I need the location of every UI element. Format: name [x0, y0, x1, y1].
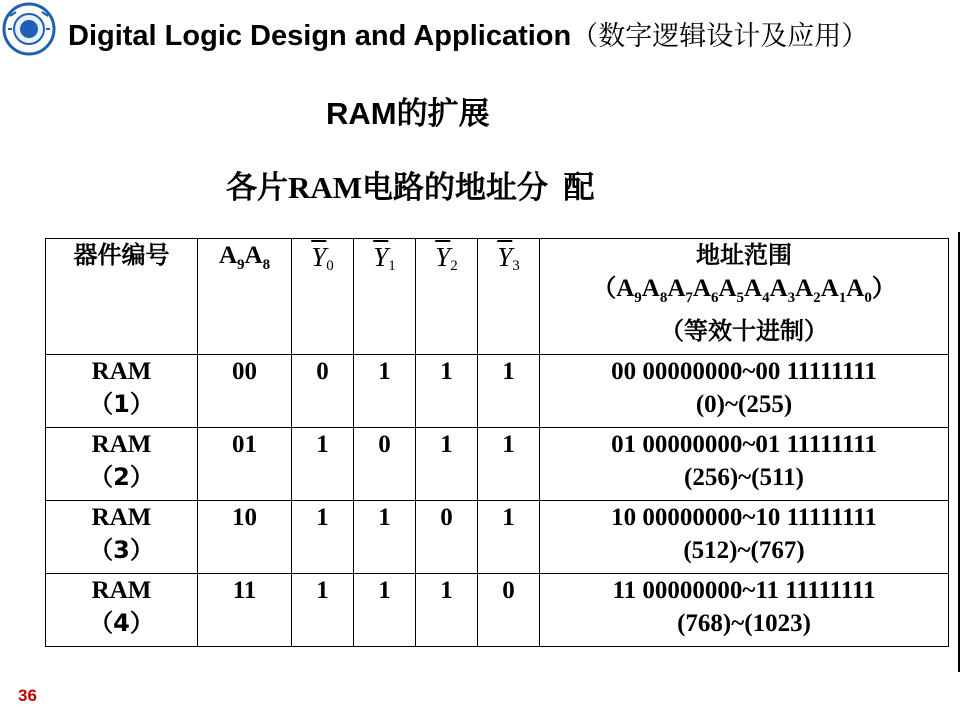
header-y3-bar: $\overline{Y}_3$ — [478, 239, 540, 355]
cell-device: RAM （3） — [46, 501, 198, 574]
page-number: 36 — [18, 686, 37, 705]
address-bit-index: 4 — [762, 290, 770, 306]
slide-title: RAM的扩展 — [326, 96, 490, 131]
cell-y2: 1 — [416, 355, 478, 428]
slide-subtitle: 各片RAM电路的地址分 配 — [226, 170, 595, 205]
cell-y1: 0 — [354, 428, 416, 501]
cell-address-range: 11 00000000~11 11111111 (768)~(1023) — [540, 574, 949, 647]
course-title-chinese: （数字逻辑设计及应用） — [571, 21, 869, 51]
table-header-row — [46, 239, 949, 355]
address-bit-index: 9 — [634, 290, 642, 306]
address-bit-letter: A — [795, 275, 814, 302]
address-bit-letter: A — [641, 275, 660, 302]
cell-y3: 0 — [478, 574, 540, 647]
cell-y2: 1 — [416, 574, 478, 647]
address-allocation-table — [45, 238, 949, 647]
header-y1-bar: $\overline{Y}_1$ — [354, 239, 416, 355]
address-bit-letter: A — [744, 275, 763, 302]
table-row — [46, 501, 949, 574]
address-bit-index: 5 — [736, 290, 744, 306]
cell-y3: 1 — [478, 501, 540, 574]
table-row — [46, 355, 949, 428]
address-bit-letter: A — [769, 275, 788, 302]
cell-a9a8: 01 — [198, 428, 292, 501]
address-bit-index: 2 — [813, 290, 821, 306]
header-y0-bar: $\overline{Y}_0$ — [292, 239, 354, 355]
address-bit-letter: A — [667, 275, 686, 302]
header-address-range — [540, 239, 949, 355]
address-bit-index: 6 — [710, 290, 719, 306]
header-y2-bar: $\overline{Y}_2$ — [416, 239, 478, 355]
cell-address-range: 00 00000000~00 11111111 (0)~(255) — [540, 355, 949, 428]
university-logo — [2, 2, 56, 56]
cell-y0: 1 — [292, 501, 354, 574]
header-range-title: 地址范围 — [696, 241, 792, 269]
address-bit-index: 1 — [838, 290, 847, 306]
cell-y2: 0 — [416, 501, 478, 574]
cell-device: RAM （1） — [46, 355, 198, 428]
cell-a9a8: 10 — [198, 501, 292, 574]
cell-device: RAM （4） — [46, 574, 198, 647]
cell-a9a8: 00 — [198, 355, 292, 428]
cell-y1: 1 — [354, 574, 416, 647]
cell-device: RAM （2） — [46, 428, 198, 501]
cell-y3: 1 — [478, 428, 540, 501]
header-range-bits: $(A_9A_8A_7A_6A_5A_4A_3A_2A_1A_0)$ — [592, 274, 896, 306]
address-bit-letter: A — [616, 275, 635, 302]
table-row — [46, 428, 949, 501]
header-device: 器件编号 — [46, 239, 198, 355]
address-bit-letter: A — [820, 275, 839, 302]
address-bit-list — [616, 275, 872, 306]
address-bit-letter: A — [846, 275, 865, 302]
address-bit-index: 3 — [787, 290, 796, 306]
cell-a9a8: 11 — [198, 574, 292, 647]
header-range-decimal: （等效十进制） — [660, 317, 828, 345]
cell-y2: 1 — [416, 428, 478, 501]
address-bit-index: 7 — [685, 290, 693, 306]
cell-y0: 0 — [292, 355, 354, 428]
address-bit-index: 0 — [864, 290, 872, 306]
cell-y0: 1 — [292, 574, 354, 647]
cell-y1: 1 — [354, 355, 416, 428]
cell-y3: 1 — [478, 355, 540, 428]
course-title — [68, 14, 868, 53]
address-bit-letter: A — [718, 275, 737, 302]
address-bit-index: 8 — [659, 290, 668, 306]
cell-y1: 1 — [354, 501, 416, 574]
course-title-english: Digital Logic Design and Application — [68, 20, 572, 52]
university-seal-icon — [2, 2, 56, 56]
address-bit-letter: A — [692, 275, 711, 302]
table-row — [46, 574, 949, 647]
cell-address-range: 01 00000000~01 11111111 (256)~(511) — [540, 428, 949, 501]
cell-y0: 1 — [292, 428, 354, 501]
header-a9a8: $A_9A_8$ — [198, 239, 292, 355]
cell-address-range: 10 00000000~10 11111111 (512)~(767) — [540, 501, 949, 574]
